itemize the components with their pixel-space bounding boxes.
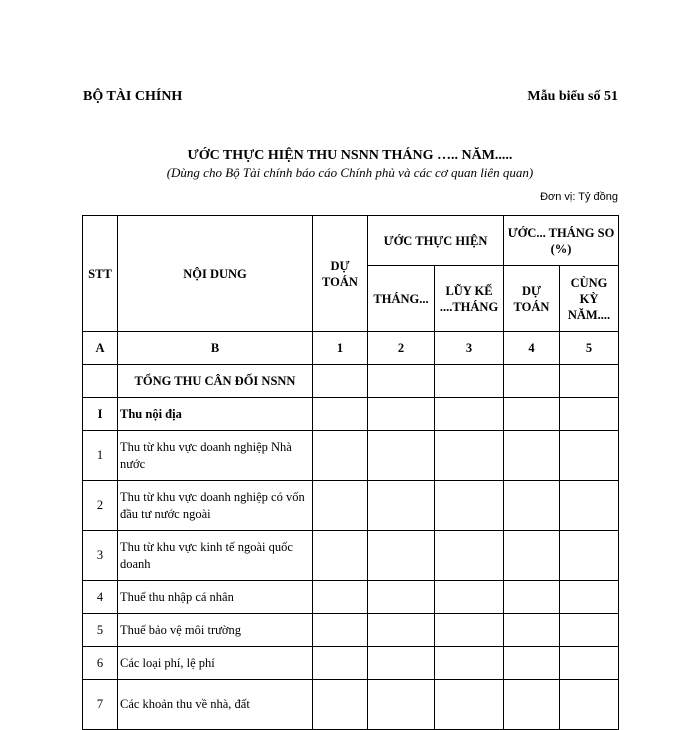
table-cell — [313, 398, 368, 431]
row-stt: 2 — [83, 481, 118, 531]
row-stt: 6 — [83, 647, 118, 680]
table-cell — [435, 647, 504, 680]
table-cell — [313, 365, 368, 398]
row-content: Thuế thu nhập cá nhân — [118, 581, 313, 614]
table-cell — [504, 398, 560, 431]
row-content: Thu từ khu vực doanh nghiệp Nhà nước — [118, 431, 313, 481]
index-row — [83, 332, 619, 365]
header-group-compare: ƯỚC... THÁNG SO (%) — [504, 216, 619, 266]
revenue-table — [82, 215, 619, 730]
table-cell — [313, 680, 368, 730]
table-cell — [560, 481, 619, 531]
row-stt: I — [83, 398, 118, 431]
table-row — [83, 680, 619, 730]
table-cell — [368, 365, 435, 398]
table-cell — [560, 680, 619, 730]
ministry-name: BỘ TÀI CHÍNH — [83, 89, 183, 104]
table-cell — [504, 581, 560, 614]
table-cell — [435, 431, 504, 481]
row-content: Thu nội địa — [118, 398, 313, 431]
header-stt: STT — [83, 216, 118, 332]
table-cell — [504, 365, 560, 398]
row-content: Thu từ khu vực kinh tế ngoài quốc doanh — [118, 531, 313, 581]
table-cell — [368, 647, 435, 680]
row-content: TỔNG THU CÂN ĐỐI NSNN — [118, 365, 313, 398]
index-cell: 2 — [368, 332, 435, 365]
table-cell — [368, 581, 435, 614]
table-cell — [435, 365, 504, 398]
table-cell — [435, 481, 504, 531]
table-cell — [435, 680, 504, 730]
table-cell — [313, 647, 368, 680]
table-cell — [368, 531, 435, 581]
table-cell — [313, 481, 368, 531]
table-row — [83, 614, 619, 647]
table-cell — [504, 481, 560, 531]
table-cell — [435, 531, 504, 581]
row-content: Thu từ khu vực doanh nghiệp có vốn đầu tư nước ngoài — [118, 481, 313, 531]
table-row — [83, 647, 619, 680]
document-subtitle: (Dùng cho Bộ Tài chính báo cáo Chính phủ và các cơ quan liên quan) — [166, 165, 534, 180]
row-stt — [83, 365, 118, 398]
table-row — [83, 581, 619, 614]
table-row — [83, 431, 619, 481]
row-stt: 4 — [83, 581, 118, 614]
index-cell: A — [83, 332, 118, 365]
row-content: Các khoản thu về nhà, đất — [118, 680, 313, 730]
index-cell: B — [118, 332, 313, 365]
table-cell — [560, 647, 619, 680]
row-stt: 7 — [83, 680, 118, 730]
table-row — [83, 365, 619, 398]
table-cell — [560, 614, 619, 647]
table-cell — [504, 680, 560, 730]
table-row — [83, 481, 619, 531]
unit-label: Đơn vị: Tỷ đồng — [540, 191, 618, 203]
table-cell — [368, 481, 435, 531]
table-cell — [504, 647, 560, 680]
header-cumulative: LŨY KẾ ....THÁNG — [435, 266, 504, 332]
header-estimate: DỰ TOÁN — [313, 216, 368, 332]
table-cell — [435, 581, 504, 614]
table-cell — [435, 398, 504, 431]
form-number: Mẫu biểu số 51 — [527, 89, 618, 104]
header-month: THÁNG... — [368, 266, 435, 332]
row-content: Các loại phí, lệ phí — [118, 647, 313, 680]
table-cell — [368, 398, 435, 431]
table-row — [83, 531, 619, 581]
table-cell — [368, 614, 435, 647]
table-cell — [560, 531, 619, 581]
table-cell — [504, 614, 560, 647]
table-cell — [313, 531, 368, 581]
table-cell — [560, 365, 619, 398]
table-cell — [313, 614, 368, 647]
header-group-actual: ƯỚC THỰC HIỆN — [368, 216, 504, 266]
table-cell — [504, 431, 560, 481]
table-row — [83, 398, 619, 431]
table-cell — [560, 581, 619, 614]
row-stt: 5 — [83, 614, 118, 647]
header-vs-estimate: DỰ TOÁN — [504, 266, 560, 332]
table-cell — [504, 531, 560, 581]
table-cell — [368, 431, 435, 481]
header-vs-same-period: CÙNG KỲ NĂM.... — [560, 266, 619, 332]
index-cell: 3 — [435, 332, 504, 365]
header-content: NỘI DUNG — [118, 216, 313, 332]
index-cell: 5 — [560, 332, 619, 365]
row-content: Thuế bảo vệ môi trường — [118, 614, 313, 647]
row-stt: 1 — [83, 431, 118, 481]
row-stt: 3 — [83, 531, 118, 581]
table-cell — [368, 680, 435, 730]
table-cell — [435, 614, 504, 647]
table-cell — [313, 431, 368, 481]
index-cell: 1 — [313, 332, 368, 365]
table-cell — [560, 398, 619, 431]
index-cell: 4 — [504, 332, 560, 365]
table-cell — [560, 431, 619, 481]
document-title: ƯỚC THỰC HIỆN THU NSNN THÁNG ….. NĂM..... — [187, 148, 513, 163]
table-cell — [313, 581, 368, 614]
